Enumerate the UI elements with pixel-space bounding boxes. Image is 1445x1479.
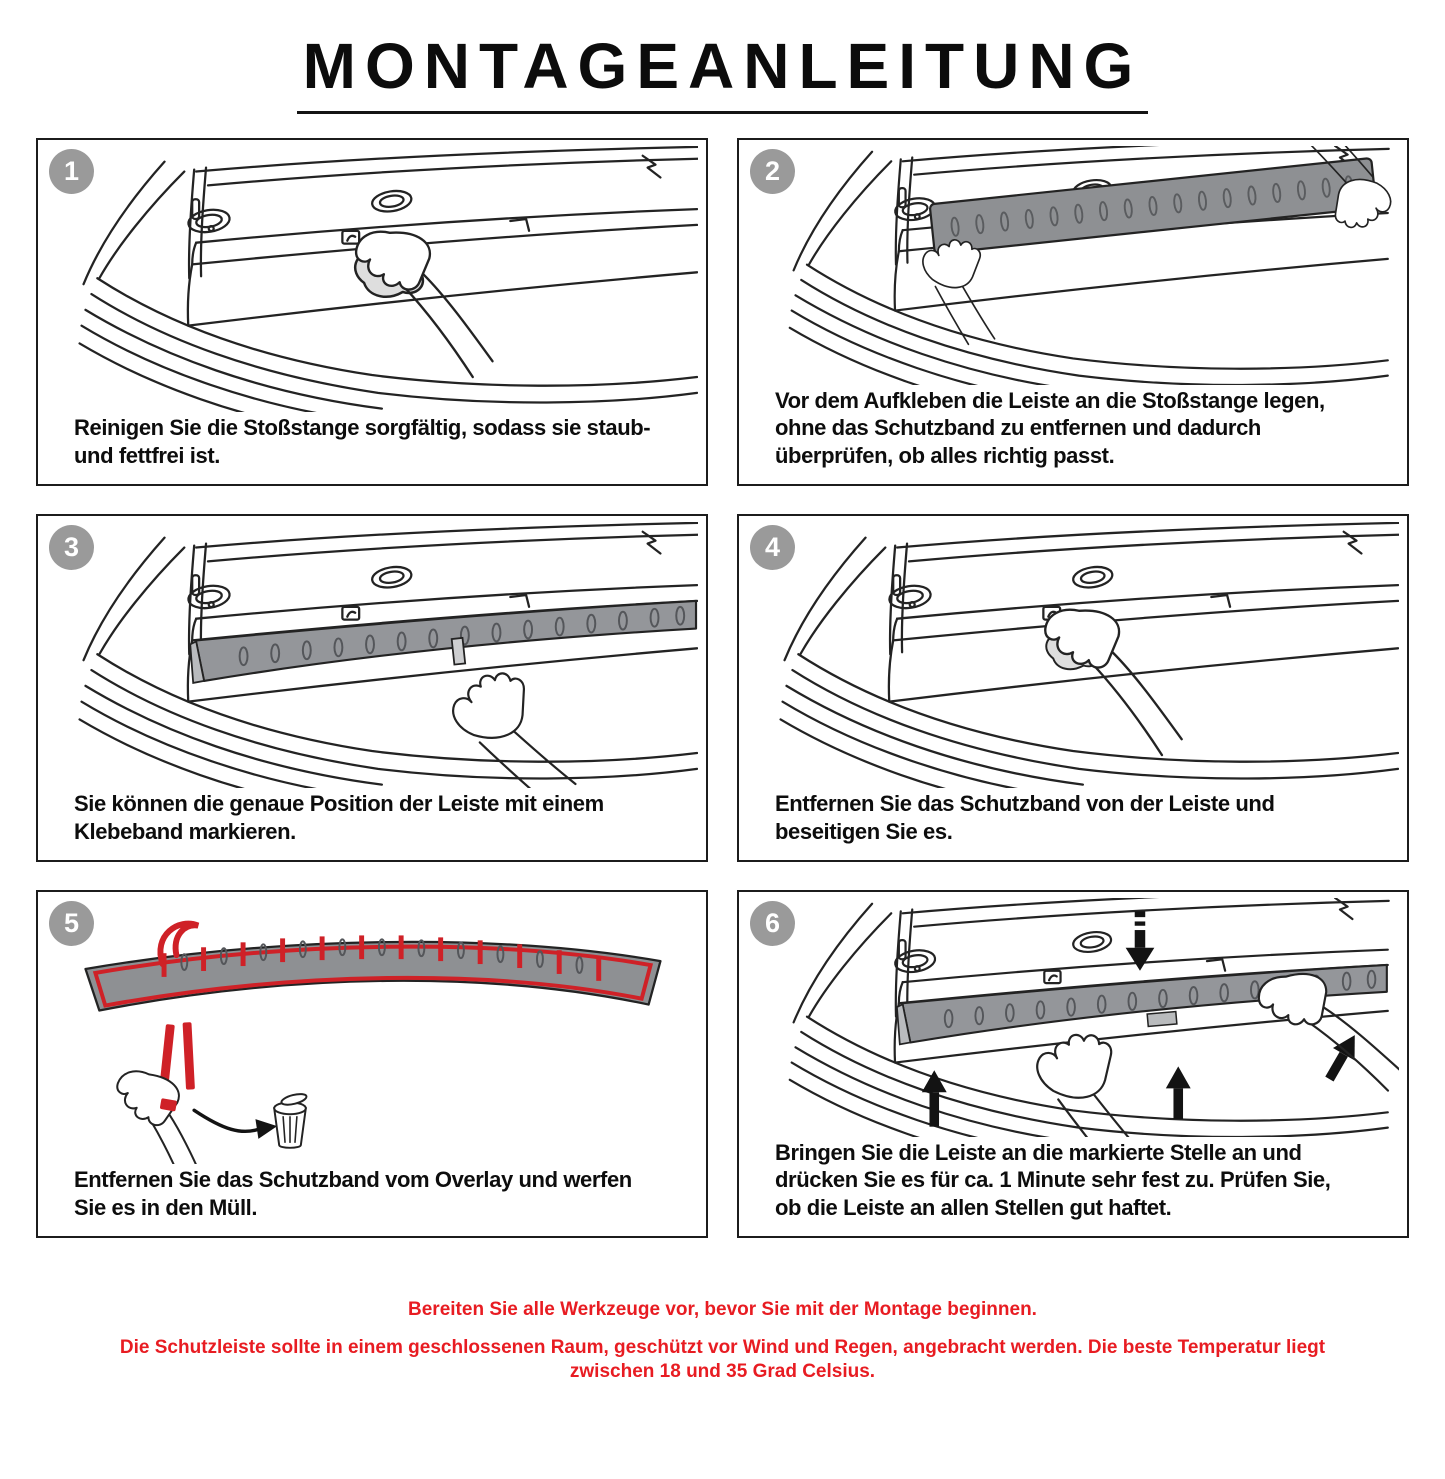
tape-marker [1147, 1012, 1177, 1027]
steps-grid [36, 138, 1409, 1238]
step-4-illustration [739, 516, 1407, 790]
disposal-scene [95, 1022, 307, 1164]
step-1-illustration [38, 140, 706, 414]
step-number-badge: 4 [750, 525, 795, 570]
step-number-badge: 2 [750, 149, 795, 194]
footer [0, 1298, 1445, 1385]
header [0, 30, 1445, 114]
footer-note-1: Bereiten Sie alle Werkzeuge vor, bevor Sie mit der Montage beginnen. [408, 1299, 1037, 1320]
step-caption: Bringen Sie die Leiste an die markierte Stelle an und drücken Sie es für ca. 1 Minute sehr fest zu. Prüfen Sie, ob die Leiste an allen Stellen gut haftet. [775, 1140, 1331, 1220]
step-caption: Entfernen Sie das Schutzband vom Overlay und werfen Sie es in den Müll. [74, 1167, 632, 1220]
overlay-strip [86, 924, 661, 1011]
hand-icon [1045, 610, 1181, 755]
step-3-illustration [38, 516, 706, 790]
trash-can-icon [274, 1092, 307, 1148]
hand-icon [95, 1068, 234, 1165]
step-panel-5 [36, 890, 708, 1238]
overlay-tape-disposal-drawing [46, 898, 698, 1164]
step-caption: Entfernen Sie das Schutzband von der Leiste und beseitigen Sie es. [775, 791, 1275, 844]
step-6-illustration [739, 892, 1407, 1139]
hand-icon [445, 660, 578, 789]
step-panel-6 [737, 890, 1409, 1238]
tape-removal-drawing [747, 522, 1399, 788]
step-caption: Reinigen Sie die Stoßstange sorgfältig, sodass sie staub- und fettfrei ist. [74, 415, 651, 468]
step-panel-4 [737, 514, 1409, 862]
step-panel-3 [36, 514, 708, 862]
tape-marker [452, 638, 465, 665]
arrow-to-trash [194, 1110, 259, 1131]
strip-positioning-drawing [747, 146, 1399, 385]
strip-pressing-drawing [747, 898, 1399, 1137]
position-marking-drawing [46, 522, 698, 788]
step-number-badge: 6 [750, 901, 795, 946]
step-caption: Vor dem Aufkleben die Leiste an die Stoßstange legen, ohne das Schutzband zu entfernen und dadurch überprüfen, ob alles richtig passt. [775, 388, 1325, 468]
step-5-illustration [38, 892, 706, 1166]
bumper-cleaning-drawing [46, 146, 698, 412]
step-panel-1 [36, 138, 708, 486]
step-caption: Sie können die genaue Position der Leiste mit einem Klebeband markieren. [74, 791, 604, 844]
footer-note-2: Die Schutzleiste sollte in einem geschlossenen Raum, geschützt vor Wind und Regen, angebracht werden. Die beste Temperatur liegt zwischen 18 und 35 Grad Celsius. [119, 1336, 1326, 1383]
step-number-badge: 1 [49, 149, 94, 194]
step-number-badge: 5 [49, 901, 94, 946]
step-number-badge: 3 [49, 525, 94, 570]
protective-strip [930, 158, 1377, 254]
page-title: MONTAGEANLEITUNG [297, 34, 1149, 114]
step-2-illustration [739, 140, 1407, 387]
hand-icon [923, 240, 995, 344]
step-panel-2 [737, 138, 1409, 486]
